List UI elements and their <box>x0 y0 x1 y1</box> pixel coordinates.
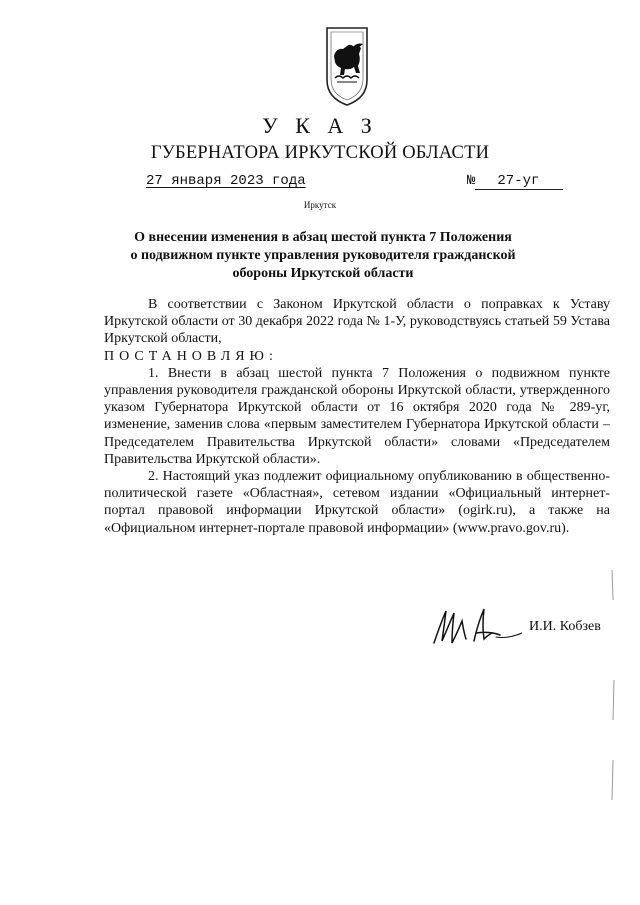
scan-edge-mark <box>608 570 618 800</box>
date-value: 27 января 2023 года <box>146 173 306 189</box>
issue-city: Иркутск <box>303 200 337 210</box>
signer-name: И.И. Кобзев <box>529 619 601 634</box>
coat-of-arms-icon <box>323 26 371 108</box>
decree-heading: О внесении изменения в абзац шестой пункта 7 Положения о подвижном пункте управления руководителя гражданской обороны Иркутской области <box>130 230 516 281</box>
item-1-paragraph: 1. Внести в абзац шестой пункта 7 Положения о подвижном пункте управления руководителя гражданской обороны Иркутской области, утвержденного указом Губернатора Иркутской области от 16 октября 2020 года № 289-уг, изменение, заменив слова «первым заместителем Губернатора Иркутской области – Председателем Правительства Иркутской области» словами «Председателем Правительства Иркутской области». <box>104 365 610 467</box>
item-2-paragraph: 2. Настоящий указ подлежит официальному опубликованию в общественно-политической газете «Областная», сетевом издании «Официальный интернет-портал правовой информации Иркутской области» (ogirk.ru), а также на «Официальном интернет-портале правовой информации» (www.pravo.gov.ru). <box>104 469 610 536</box>
number-value: 27-уг <box>475 174 563 190</box>
decree-title: У К А З <box>262 113 378 138</box>
number-sign: № <box>467 173 476 189</box>
issuer-title: ГУБЕРНАТОРА ИРКУТСКОЙ ОБЛАСТИ <box>150 143 490 163</box>
handwritten-signature <box>430 603 522 649</box>
preamble-paragraph: В соответствии с Законом Иркутской области о поправках к Уставу Иркутской области от 30 декабря 2022 года № 1-У, руководствуясь статьей 59 Устава Иркутской области, <box>104 297 610 347</box>
decree-body <box>104 296 610 537</box>
decree-number <box>467 173 563 190</box>
decree-date <box>146 173 306 189</box>
resolve-word: ПОСТАНОВЛЯЮ: <box>104 348 278 364</box>
